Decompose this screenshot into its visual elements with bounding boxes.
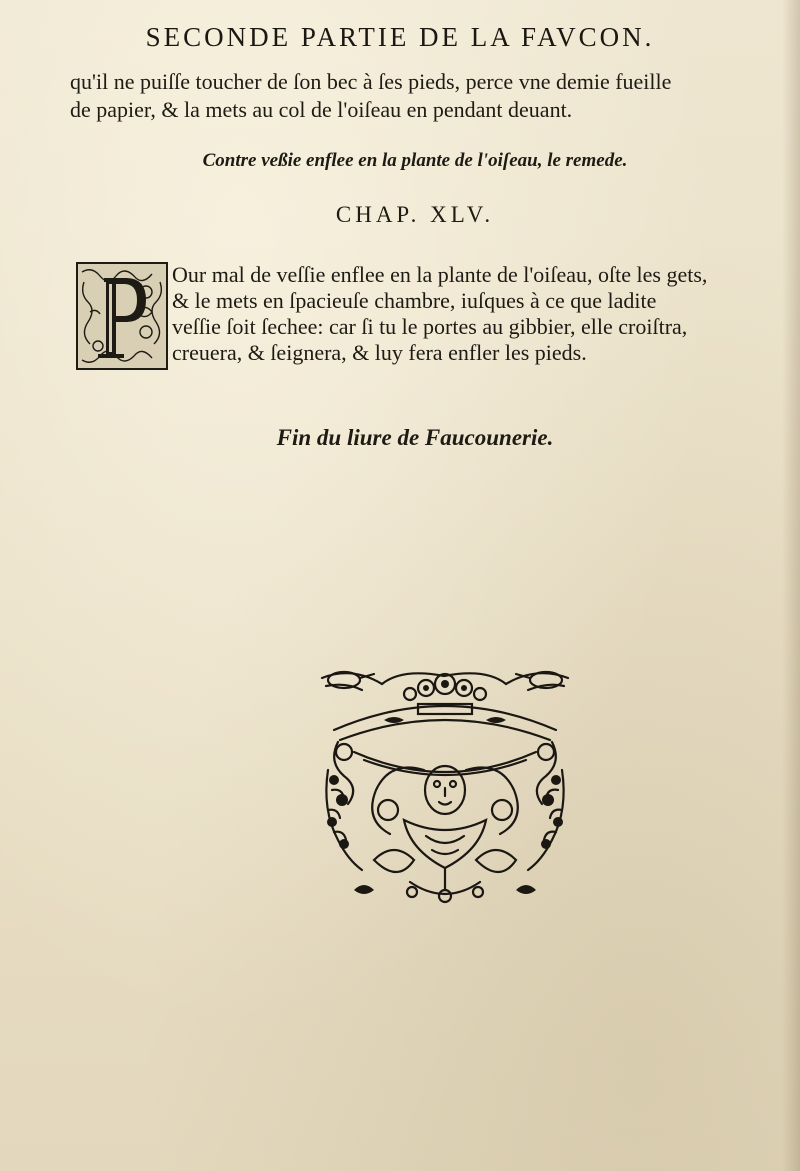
book-explicit: Fin du liure de Faucounerie. bbox=[276, 425, 554, 450]
chapter-heading: CHAP. XLV. bbox=[335, 202, 495, 227]
paragraph-line-4: creuera, & ſeignera, & luy fera enfler les pieds. bbox=[172, 340, 587, 365]
paragraph-line-3: veſſie ſoit ſechee: car ſi tu le portes au gibbier, elle croiſtra, bbox=[172, 314, 688, 339]
woodcut-letter-p-icon bbox=[76, 262, 168, 370]
intro-line-1: qu'il ne puiſſe toucher de ſon bec à ſes pieds, perce vne demie fueille bbox=[70, 69, 672, 94]
paragraph-line-1: Our mal de veſſie enflee en la plante de l'oiſeau, oſte les gets, bbox=[172, 262, 708, 287]
woodcut-tailpiece-ornament-icon bbox=[314, 660, 576, 906]
paragraph-line-2: & le mets en ſpacieuſe chambre, iuſques à ce que ladite bbox=[172, 288, 657, 313]
intro-line-2: de papier, & la mets au col de l'oiſeau en pendant deuant. bbox=[70, 97, 573, 122]
page-edge-shadow bbox=[782, 0, 800, 1171]
chapter-subtitle: Contre veßie enflee en la plante de l'oiſeau, le remede. bbox=[202, 150, 628, 171]
running-head: SECONDE PARTIE DE LA FAVCON. bbox=[145, 22, 655, 52]
